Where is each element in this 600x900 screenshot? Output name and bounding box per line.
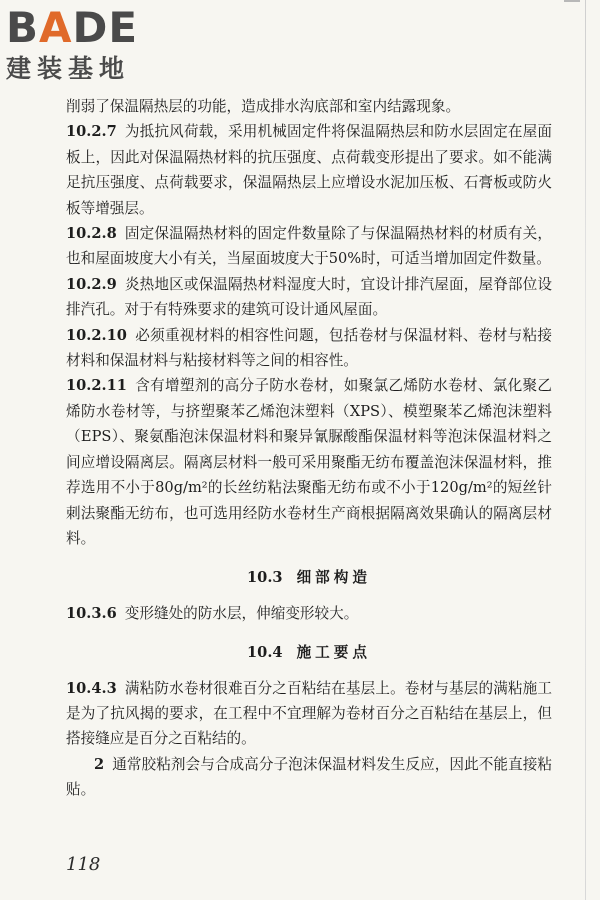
clause-10-2-7: 10.2.7 为抵抗风荷载，采用机械固定件将保温隔热层和防水层固定在屋面板上，因此对保温隔热材料的抗压强度、点荷载变形提出了要求。如不能满足抗压强度、点荷载要求，保温隔热层上应增设水泥加压板、石膏板或防火板等增强层。 xyxy=(66,123,552,217)
logo-wordmark: BADE xyxy=(6,3,139,52)
clause-10-2-8: 10.2.8 固定保温隔热材料的固定件数量除了与保温隔热材料的材质有关，也和屋面坡度大小有关，当屋面坡度大于50%时，可适当增加固定件数量。 xyxy=(66,225,552,268)
clause-10-3-6: 10.3.6 变形缝处的防水层，伸缩变形较大。 xyxy=(66,604,359,622)
clause-10-2-10: 10.2.10 必须重视材料的相容性问题，包括卷材与保温材料、卷材与粘接材料和保温材料与粘接材料等之间的相容性。 xyxy=(66,326,552,370)
corner-mark xyxy=(564,0,580,2)
document-body xyxy=(66,94,552,803)
list-item-2: 2 通常胶粘剂会与合成高分子泡沫保温材料发生反应，因此不能直接粘贴。 xyxy=(66,755,552,799)
logo-subtitle: 建装基地 xyxy=(6,54,131,83)
clause-10-2-11: 10.2.11 含有增塑剂的高分子防水卷材，如聚氯乙烯防水卷材、氯化聚乙烯防水卷材等，与挤塑聚苯乙烯泡沫塑料（XPS）、模塑聚苯乙烯泡沫塑料（EPS）、聚氨酯泡沫保温材料和聚异氰脲酸酯保温材料等泡沫保温材料之间应增设隔离层。隔离层材料一般可采用聚酯无纺布覆盖泡沫保温材料，推荐选用不小于80g/m²的长丝纺粘法聚酯无纺布或不小于120g/m²的短丝针刺法聚酯无纺布，也可选用经防水卷材生产商根据隔离效果确认的隔离层材料。 xyxy=(66,377,552,547)
intro-paragraph: 削弱了保温隔热层的功能，造成排水沟底部和室内结露现象。 xyxy=(66,98,461,115)
clause-10-2-9: 10.2.9 炎热地区或保温隔热材料湿度大时，宜设计排汽屋面，屋脊部位设排汽孔。对于有特殊要求的建筑可设计通风屋面。 xyxy=(66,275,552,319)
page-number: 118 xyxy=(66,854,101,875)
section-heading-10-4: 10.4 施工要点 xyxy=(247,644,371,662)
bade-logo xyxy=(6,3,186,86)
page-edge-line xyxy=(585,0,586,900)
section-heading-10-3: 10.3 细部构造 xyxy=(247,569,371,587)
clause-10-4-3: 10.4.3 满粘防水卷材很难百分之百粘结在基层上。卷材与基层的满粘施工是为了抗风揭的要求，在工程中不宜理解为卷材百分之百粘结在基层上，但搭接缝应是百分之百粘结的。 xyxy=(66,679,552,748)
